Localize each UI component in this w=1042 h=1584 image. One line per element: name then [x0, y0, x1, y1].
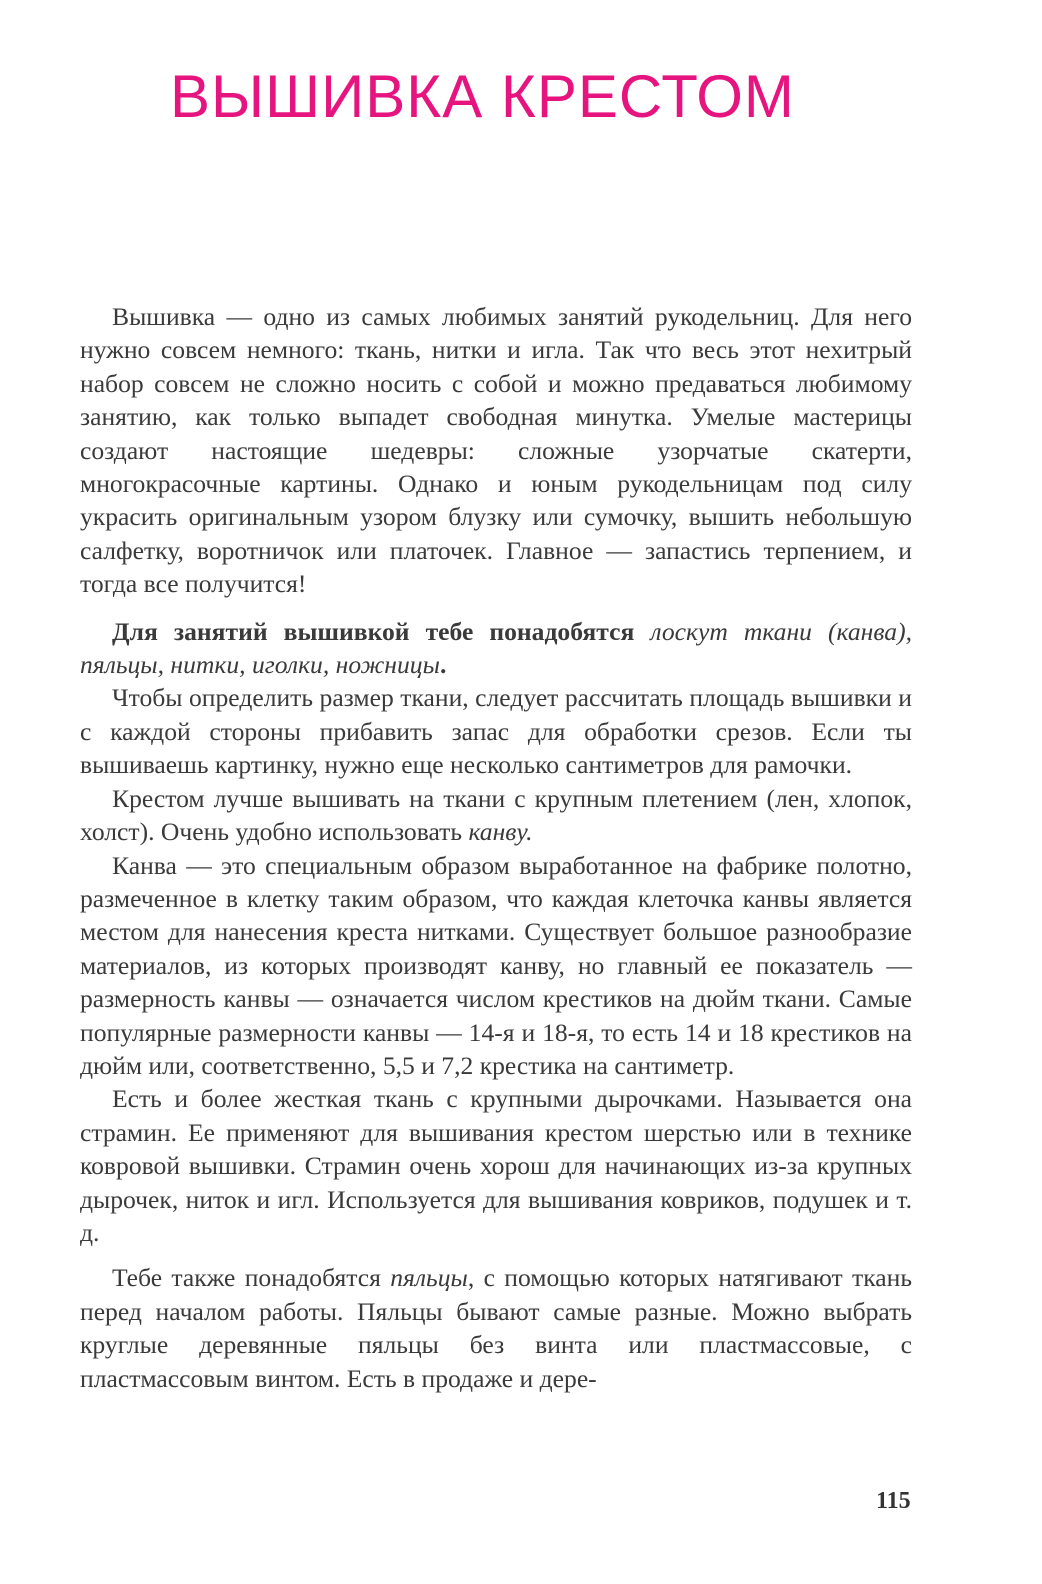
body-text — [80, 300, 912, 1395]
page-number: 115 — [876, 1488, 911, 1514]
hoops-lead: Тебе также понадобятся — [112, 1263, 381, 1293]
term-kanva: канву. — [468, 817, 533, 847]
fabric-type-text: Крестом лучше вышивать на ткани с крупным плетением (лен, хлопок, холст). Очень удобно использовать — [80, 783, 912, 847]
paragraph-fabric-size: Чтобы определить размер ткани, следует рассчитать площадь вышивки и с каждой стороны прибавить запас для обработки срезов. Если ты вышиваешь картинку, нужно еще несколько сантиметров для рамочки. — [80, 683, 912, 780]
materials-list: лоскут ткани (канва), пяльцы, нитки, иголки, ножницы — [80, 616, 912, 680]
paragraph-fabric-type — [80, 782, 912, 849]
chapter-title: ВЫШИВКА КРЕСТОМ — [170, 63, 795, 130]
paragraph-materials — [80, 615, 912, 682]
materials-period: . — [439, 650, 447, 680]
hoops-text: , с помощью которых натягивают ткань перед началом работы. Пяльцы бывают самые разные. Можно выбрать круглые деревянные пяльцы без винта или пластмассовые, с пластмассовым винтом. Есть в продаже и дере- — [80, 1263, 912, 1393]
paragraph-intro: Вышивка — одно из самых любимых занятий рукодельниц. Для него нужно совсем немного: ткань, нитки и игла. Так что весь этот нехитрый набор совсем не сложно носить с собой и можно предаваться любимому занятию, как только выпадет свободная минутка. Умелые мастерицы создают настоящие шедевры: сложные узорчатые скатерти, многокрасочные картины. Однако и юным рукодельницам под силу украсить оригинальным узором блузку или сумочку, вышить небольшую салфетку, воротничок или платочек. Главное — запастись терпением, и тогда все получится! — [80, 302, 912, 599]
paragraph-kanva: Канва — это специальным образом выработанное на фабрике полотно, размеченное в клетку таким образом, что каждая клеточка канвы является местом для нанесения креста нитками. Существует большое разнообразие материалов, из которых производят канву, но главный ее показатель — размерность канвы — означается числом крестиков на дюйм ткани. Самые популярные размерности канвы — 14-я и 18-я, то есть 14 и 18 крестиков на дюйм или, соответственно, 5,5 и 7,2 крестика на сантиметр. — [80, 850, 912, 1080]
term-pyaltsy: пяльцы — [390, 1263, 468, 1293]
paragraph-hoops — [80, 1261, 912, 1395]
paragraph-stramin: Есть и более жесткая ткань с крупными дырочками. Называется она страмин. Ее применяют для вышивания крестом шерстью или в технике ковровой вышивки. Страмин очень хорош для начинающих из-за крупных дырочек, ниток и игл. Используется для вышивания ковриков, подушек и т. д. — [80, 1084, 912, 1247]
materials-lead: Для занятий вышивкой тебе понадобятся — [112, 616, 635, 646]
